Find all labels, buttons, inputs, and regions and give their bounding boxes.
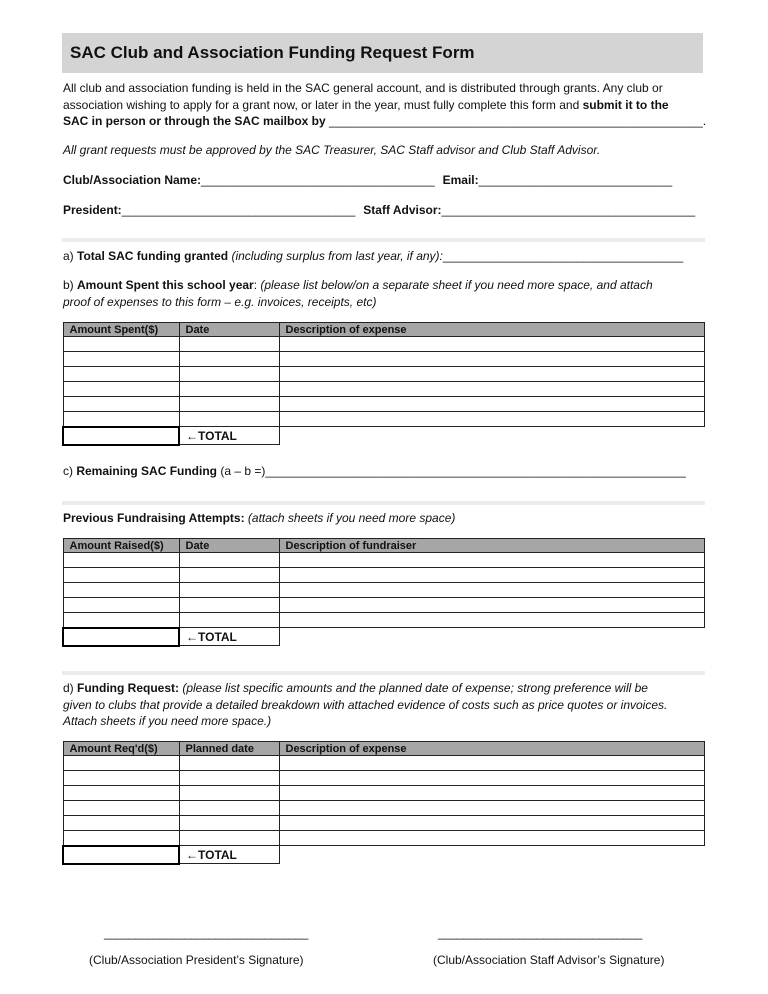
amount-cell[interactable] [63, 598, 179, 613]
description-cell[interactable] [279, 801, 704, 816]
intro-line-2 [63, 97, 708, 114]
amount-cell[interactable] [63, 816, 179, 831]
section-divider [62, 501, 705, 505]
date-cell[interactable] [179, 412, 279, 427]
amount-cell[interactable] [63, 553, 179, 568]
empty-cell [279, 846, 704, 864]
date-cell[interactable] [179, 816, 279, 831]
table-row [63, 786, 704, 801]
total-label: ←TOTAL [179, 846, 279, 864]
description-cell[interactable] [279, 786, 704, 801]
date-cell[interactable] [179, 598, 279, 613]
description-cell[interactable] [279, 831, 704, 846]
empty-cell [279, 628, 704, 646]
advisor-signature-field[interactable]: _________________________________ [438, 926, 642, 940]
table-row [63, 382, 704, 397]
table-row [63, 613, 704, 628]
description-cell[interactable] [279, 553, 704, 568]
table-row [63, 337, 704, 352]
description-cell[interactable] [279, 337, 704, 352]
description-cell[interactable] [279, 756, 704, 771]
table-row [63, 568, 704, 583]
section-d-note-2: given to clubs that provide a detailed breakdown with attached evidence of costs such as price quotes or invoices. [63, 697, 668, 712]
section-d-note-3: Attach sheets if you need more space.) [63, 714, 272, 728]
intro-paragraph [63, 80, 708, 130]
col-date: Date [179, 323, 279, 337]
section-a [63, 248, 708, 265]
table-header-row [63, 742, 704, 756]
total-row [63, 628, 704, 646]
intro-line-1: All club and association funding is held in the SAC general account, and is distributed through grants. Any club or [63, 81, 663, 95]
intro-text: association wishing to apply for a grant now, or later in the year, must fully complete this form and [63, 97, 583, 112]
description-cell[interactable] [279, 816, 704, 831]
table-row [63, 352, 704, 367]
section-a-prefix: a) [63, 249, 78, 263]
description-cell[interactable] [279, 352, 704, 367]
table-row [63, 771, 704, 786]
request-table [62, 741, 705, 865]
section-c-label: Remaining SAC Funding [76, 464, 218, 478]
table-row [63, 412, 704, 427]
amount-cell[interactable] [63, 801, 179, 816]
date-cell[interactable] [179, 786, 279, 801]
date-cell[interactable] [179, 397, 279, 412]
amount-cell[interactable] [63, 831, 179, 846]
table-row [63, 816, 704, 831]
amount-cell[interactable] [63, 786, 179, 801]
description-cell[interactable] [279, 382, 704, 397]
date-cell[interactable] [179, 771, 279, 786]
section-b-note-1: (please list below/on a separate sheet if you need more space, and attach [260, 278, 653, 292]
section-b [63, 277, 708, 310]
col-amount-requested: Amount Req'd($) [63, 742, 179, 756]
club-name-label: Club/Association Name: [63, 173, 202, 187]
section-divider [62, 238, 705, 242]
fundraising-note: (attach sheets if you need more space) [244, 511, 456, 525]
table-row [63, 583, 704, 598]
table-header-row [63, 323, 704, 337]
table-row [63, 598, 704, 613]
total-row [63, 846, 704, 864]
table-row [63, 801, 704, 816]
section-d [63, 680, 708, 730]
empty-cell [279, 427, 704, 445]
fundraising-table [62, 538, 705, 647]
email-field[interactable]: _____________________________ [478, 173, 673, 187]
president-signature-field[interactable]: _________________________________ [104, 926, 308, 940]
section-a-label: Total SAC funding granted [77, 249, 229, 263]
table-row [63, 831, 704, 846]
section-a-note: (including surplus from last year, if any): [228, 249, 443, 263]
staff-advisor-label: Staff Advisor: [363, 203, 442, 217]
col-amount-raised: Amount Raised($) [63, 539, 179, 553]
section-c-prefix: c) [63, 464, 77, 478]
table-row [63, 367, 704, 382]
date-cell[interactable] [179, 831, 279, 846]
total-row [63, 427, 704, 445]
fundraising-heading [63, 510, 708, 527]
section-b-label: Amount Spent this school year [77, 278, 254, 292]
date-cell[interactable] [179, 337, 279, 352]
description-cell[interactable] [279, 412, 704, 427]
section-b-prefix: b) [63, 278, 78, 292]
section-c-note: (a – b =) [217, 464, 266, 478]
total-amount-cell[interactable] [63, 846, 179, 864]
section-b-colon: : [253, 278, 261, 292]
staff-advisor-field[interactable]: ______________________________________ [441, 203, 696, 217]
section-d-label: Funding Request: [77, 681, 180, 695]
president-field[interactable]: ___________________________________ [121, 203, 356, 217]
amount-cell[interactable] [63, 412, 179, 427]
total-amount-cell[interactable] [63, 628, 179, 646]
section-divider [62, 671, 705, 675]
total-amount-cell[interactable] [63, 427, 179, 445]
total-label: ←TOTAL [179, 628, 279, 646]
date-cell[interactable] [179, 568, 279, 583]
club-name-field[interactable]: ___________________________________ [201, 173, 435, 187]
table-row [63, 397, 704, 412]
page-title: SAC Club and Association Funding Request Form [70, 43, 475, 62]
amount-cell[interactable] [63, 367, 179, 382]
section-d-line-1 [63, 680, 708, 697]
club-email-row [63, 172, 708, 189]
description-cell[interactable] [279, 583, 704, 598]
amount-cell[interactable] [63, 337, 179, 352]
col-date: Date [179, 539, 279, 553]
section-c [63, 463, 708, 480]
description-cell[interactable] [279, 598, 704, 613]
president-label: President: [63, 203, 122, 217]
date-cell[interactable] [179, 801, 279, 816]
approval-note: All grant requests must be approved by the SAC Treasurer, SAC Staff advisor and Club Staff Advisor. [63, 143, 601, 157]
col-amount-spent: Amount Spent($) [63, 323, 179, 337]
date-cell[interactable] [179, 352, 279, 367]
date-cell[interactable] [179, 756, 279, 771]
date-cell[interactable] [179, 367, 279, 382]
amount-cell[interactable] [63, 756, 179, 771]
amount-cell[interactable] [63, 583, 179, 598]
date-cell[interactable] [179, 553, 279, 568]
col-description: Description of fundraiser [279, 539, 704, 553]
date-cell[interactable] [179, 613, 279, 628]
deadline-field[interactable]: ________________________________________________________. [329, 114, 707, 128]
fundraising-label: Previous Fundraising Attempts: [63, 511, 245, 525]
col-planned-date: Planned date [179, 742, 279, 756]
president-advisor-row [63, 202, 708, 219]
remaining-funding-field[interactable]: _______________________________________________________________ [265, 464, 686, 478]
amount-cell[interactable] [63, 352, 179, 367]
president-signature-label: (Club/Association President’s Signature) [89, 953, 304, 967]
description-cell[interactable] [279, 613, 704, 628]
total-label: ←TOTAL [179, 427, 279, 445]
intro-emphasis: submit it to the [582, 97, 669, 112]
col-description: Description of expense [279, 742, 704, 756]
section-d-note-1: (please list specific amounts and the planned date of expense; strong preference will be [179, 681, 648, 695]
amount-cell[interactable] [63, 382, 179, 397]
intro-line-3 [63, 113, 708, 130]
advisor-signature-label: (Club/Association Staff Advisor’s Signature) [433, 953, 665, 967]
section-b-note-2: proof of expenses to this form – e.g. invoices, receipts, etc) [63, 294, 377, 309]
date-cell[interactable] [179, 382, 279, 397]
table-header-row [63, 539, 704, 553]
title-bar [62, 33, 703, 73]
section-d-prefix: d) [63, 681, 78, 695]
amount-cell[interactable] [63, 568, 179, 583]
col-description: Description of expense [279, 323, 704, 337]
email-label: Email: [442, 173, 479, 187]
amount-cell[interactable] [63, 613, 179, 628]
amount-cell[interactable] [63, 397, 179, 412]
date-cell[interactable] [179, 583, 279, 598]
description-cell[interactable] [279, 397, 704, 412]
section-b-line-1 [63, 277, 708, 294]
amount-cell[interactable] [63, 771, 179, 786]
description-cell[interactable] [279, 771, 704, 786]
description-cell[interactable] [279, 367, 704, 382]
intro-emphasis-2: SAC in person or through the SAC mailbox by [63, 114, 330, 128]
total-granted-field[interactable]: ____________________________________ [442, 249, 684, 263]
expenses-table [62, 322, 705, 446]
table-row [63, 553, 704, 568]
table-row [63, 756, 704, 771]
description-cell[interactable] [279, 568, 704, 583]
